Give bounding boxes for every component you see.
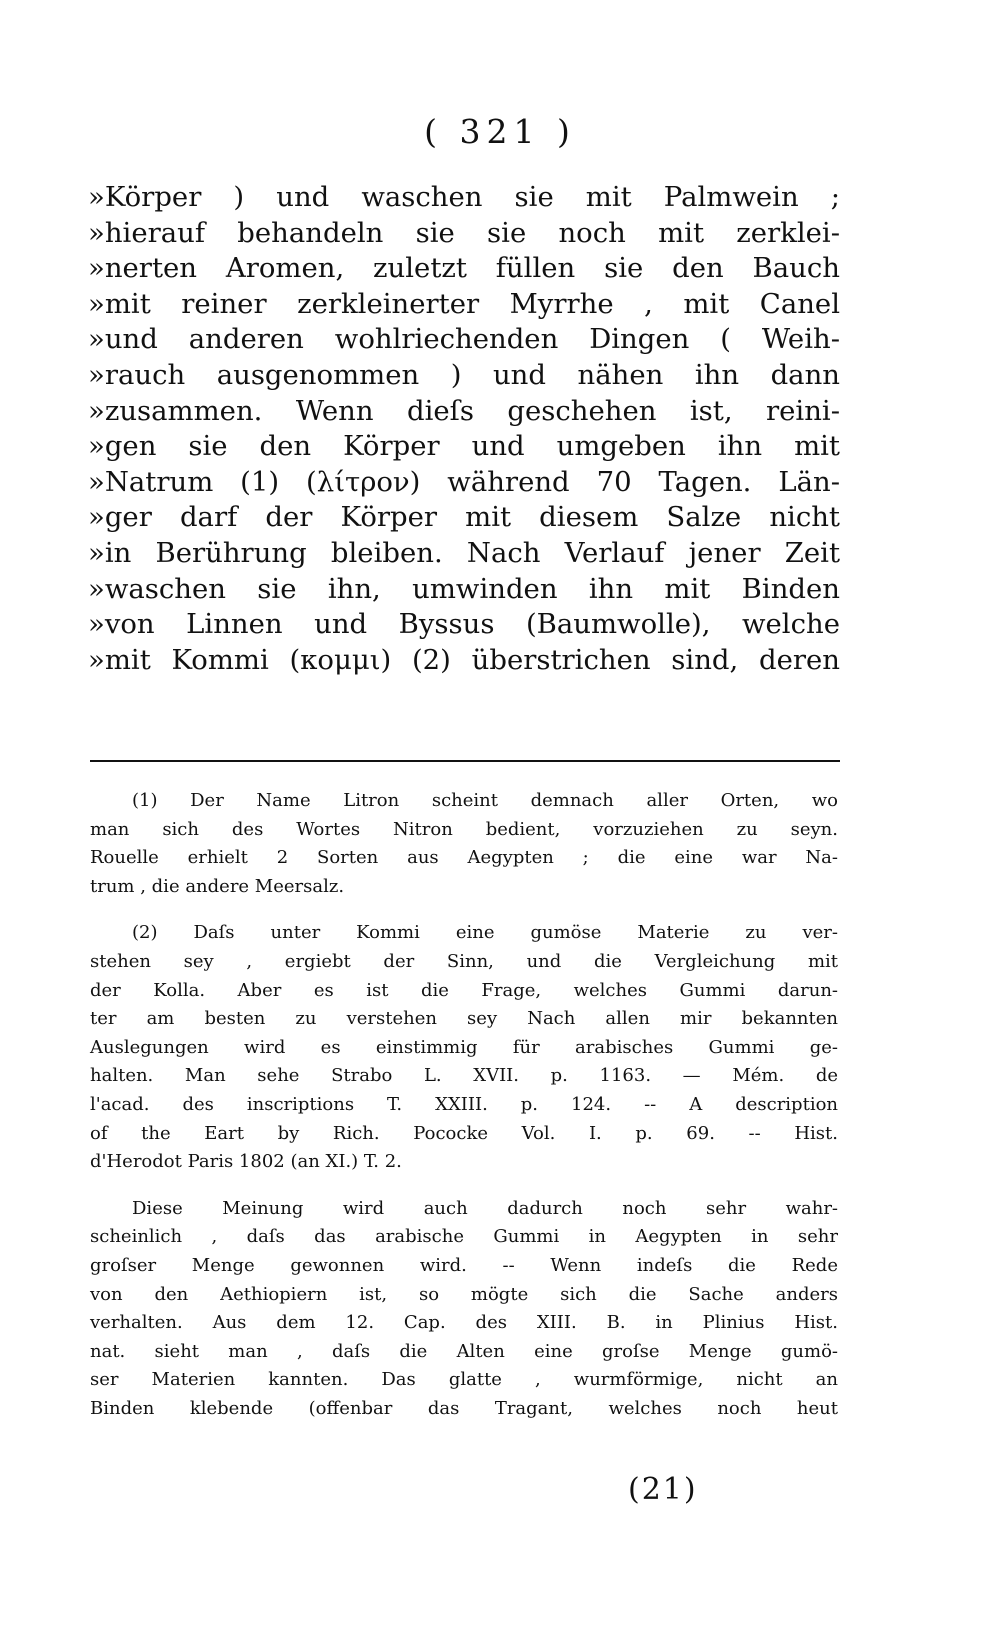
footnote-line: Auslegungen wird es einstimmig für arabisches Gummi ge-: [90, 1036, 838, 1058]
page-number: ( 321 ): [424, 112, 576, 151]
footnote-divider: [90, 760, 840, 762]
footnote-line: (1) Der Name Litron scheint demnach aller Orten, wo: [132, 790, 838, 811]
footnote-line: ter am besten zu verstehen sey Nach allen mir bekannten: [90, 1008, 838, 1030]
footnote-line: l'acad. des inscriptions T. XXIII. p. 124. -- A description: [90, 1093, 838, 1115]
footnote-line: der Kolla. Aber es ist die Frage, welches Gummi darun-: [90, 979, 838, 1001]
footnote-2: [90, 919, 838, 1176]
footnote-line: man sich des Wortes Nitron bedient, vorzuziehen zu seyn.: [90, 818, 838, 840]
main-text-line: »mit Kommi (κομμι) (2) überstrichen sind, deren: [88, 643, 840, 676]
main-text-line: »hierauf behandeln sie sie noch mit zerklei-: [88, 216, 840, 249]
main-text-line: »nerten Aromen, zuletzt füllen sie den Bauch: [88, 252, 840, 285]
footnote-continuation: [90, 1195, 838, 1424]
footnote-line: Binden klebende (offenbar das Tragant, welches noch heut: [90, 1397, 838, 1419]
footnote-line: scheinlich , daſs das arabische Gummi in Aegypten in sehr: [90, 1226, 838, 1248]
signature-mark: (21): [628, 1472, 698, 1507]
main-text-line: »gen sie den Körper und umgeben ihn mit: [88, 430, 840, 463]
main-text-line: »Körper ) und waschen sie mit Palmwein ;: [88, 181, 840, 213]
footnote-line: of the Eart by Rich. Pococke Vol. I. p. 69. -- Hist.: [90, 1122, 838, 1144]
footnotes: [90, 787, 838, 1423]
footnote-line: Rouelle erhielt 2 Sorten aus Aegypten ; die eine war Na-: [90, 847, 838, 869]
footnote-line: d'Herodot Paris 1802 (an XI.) T. 2.: [90, 1151, 402, 1173]
footnote-line: trum , die andere Meersalz.: [90, 875, 345, 897]
main-text-line: »zusammen. Wenn dieſs geschehen ist, reini-: [88, 394, 840, 427]
footnote-line: stehen sey , ergiebt der Sinn, und die Vergleichung mit: [90, 950, 838, 972]
footnote-line: Diese Meinung wird auch dadurch noch sehr wahr-: [132, 1197, 838, 1219]
footnote-line: groſser Menge gewonnen wird. -- Wenn indeſs die Rede: [90, 1254, 838, 1276]
main-text-line: »mit reiner zerkleinerter Myrrhe , mit Canel: [88, 287, 840, 320]
main-text-line: »rauch ausgenommen ) und nähen ihn dann: [88, 358, 840, 391]
footnote-line: (2) Daſs unter Kommi eine gumöse Materie zu ver-: [132, 922, 838, 944]
footnote-1: [90, 787, 838, 901]
main-text-line: »von Linnen und Byssus (Baumwolle), welche: [88, 608, 840, 641]
footnote-line: ser Materien kannten. Das glatte , wurmförmige, nicht an: [90, 1369, 838, 1391]
main-text-line: »ger darf der Körper mit diesem Salze nicht: [88, 501, 840, 534]
footnote-line: halten. Man sehe Strabo L. XVII. p. 1163. — Mém. de: [90, 1065, 838, 1087]
main-text: [88, 180, 840, 678]
main-text-line: »waschen sie ihn, umwinden ihn mit Binden: [88, 572, 840, 605]
footnote-line: von den Aethiopiern ist, so mögte sich die Sache anders: [90, 1283, 838, 1305]
main-text-line: »und anderen wohlriechenden Dingen ( Weih-: [88, 323, 840, 356]
footnote-line: nat. sieht man , daſs die Alten eine groſse Menge gumö-: [90, 1340, 838, 1362]
footnote-line: verhalten. Aus dem 12. Cap. des XIII. B. in Plinius Hist.: [90, 1312, 838, 1334]
main-text-line: »in Berührung bleiben. Nach Verlauf jener Zeit: [88, 536, 840, 569]
main-text-line: »Natrum (1) (λίτρον) während 70 Tagen. Län-: [88, 465, 840, 498]
